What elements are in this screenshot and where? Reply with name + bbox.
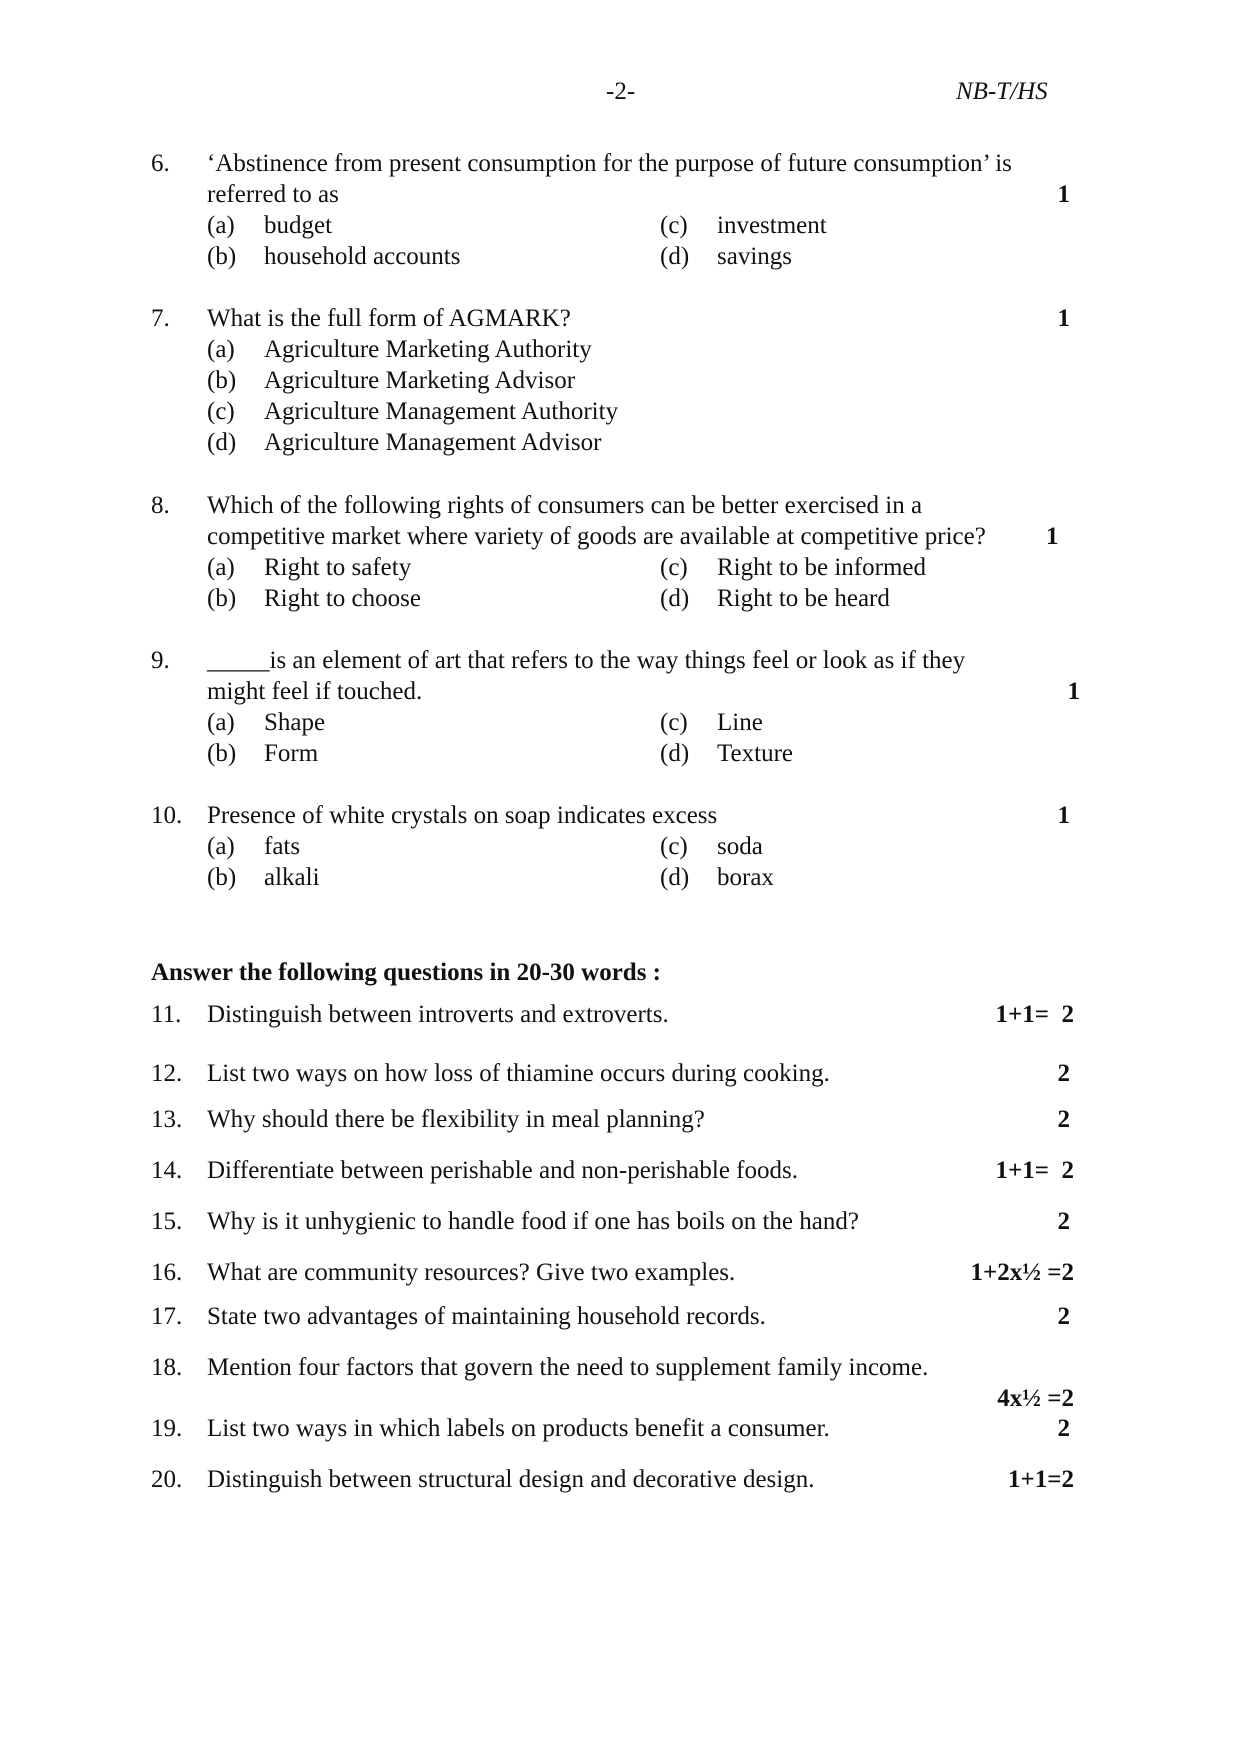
question-marks: 2 xyxy=(1057,1303,1070,1330)
section-heading: Answer the following questions in 20-30 words : xyxy=(151,959,661,986)
option-text: Agriculture Management Advisor xyxy=(264,429,602,456)
option-text: savings xyxy=(717,243,792,270)
option-text: Shape xyxy=(264,709,326,736)
option-text: fats xyxy=(264,833,301,860)
question-number: 14. xyxy=(151,1157,183,1184)
option-text: household accounts xyxy=(264,243,461,270)
question-marks: 2 xyxy=(1057,1415,1070,1442)
option-text: Agriculture Marketing Authority xyxy=(264,336,592,363)
question-text: State two advantages of maintaining household records. xyxy=(207,1303,766,1330)
question-text-line: might feel if touched. xyxy=(207,678,423,705)
option-label: (a) xyxy=(207,833,235,860)
option-label: (d) xyxy=(660,243,690,270)
question-number: 10. xyxy=(151,802,183,829)
option-text: Line xyxy=(717,709,763,736)
option-label: (c) xyxy=(207,398,235,425)
option-label: (a) xyxy=(207,336,235,363)
question-text: Distinguish between structural design and decorative design. xyxy=(207,1466,815,1493)
question-number: 7. xyxy=(151,305,170,332)
question-text-line: Presence of white crystals on soap indicates excess xyxy=(207,802,718,829)
option-label: (d) xyxy=(207,429,237,456)
question-number: 12. xyxy=(151,1060,183,1087)
question-marks: 1 xyxy=(1057,305,1070,332)
option-label: (b) xyxy=(207,367,237,394)
question-text-line: referred to as xyxy=(207,181,339,208)
option-text: Agriculture Management Authority xyxy=(264,398,619,425)
option-label: (c) xyxy=(660,709,688,736)
question-text-line: Which of the following rights of consumers can be better exercised in a xyxy=(207,492,923,519)
option-text: alkali xyxy=(264,864,320,891)
question-text: Why is it unhygienic to handle food if one has boils on the hand? xyxy=(207,1208,859,1235)
question-marks: 1 xyxy=(1057,181,1070,208)
question-marks: 1 xyxy=(1067,678,1080,705)
question-marks: 2 xyxy=(1057,1060,1070,1087)
option-label: (b) xyxy=(207,243,237,270)
question-text-line: _____is an element of art that refers to the way things feel or look as if they xyxy=(207,647,966,674)
question-marks: 4x½ =2 xyxy=(997,1385,1074,1412)
option-label: (a) xyxy=(207,709,235,736)
option-label: (d) xyxy=(660,740,690,767)
option-label: (a) xyxy=(207,212,235,239)
option-label: (c) xyxy=(660,833,688,860)
question-number: 19. xyxy=(151,1415,183,1442)
option-text: investment xyxy=(717,212,827,239)
question-text: Why should there be flexibility in meal planning? xyxy=(207,1106,705,1133)
option-label: (d) xyxy=(660,864,690,891)
question-number: 15. xyxy=(151,1208,183,1235)
question-number: 6. xyxy=(151,150,170,177)
question-marks: 2 xyxy=(1057,1106,1070,1133)
question-number: 13. xyxy=(151,1106,183,1133)
question-number: 8. xyxy=(151,492,170,519)
option-label: (b) xyxy=(207,864,237,891)
option-text: Right to safety xyxy=(264,554,412,581)
option-text: Right to be heard xyxy=(717,585,890,612)
option-text: budget xyxy=(264,212,333,239)
question-text: Differentiate between perishable and non-perishable foods. xyxy=(207,1157,798,1184)
question-marks: 1+1= 2 xyxy=(995,1001,1074,1028)
option-label: (b) xyxy=(207,740,237,767)
question-text-line: competitive market where variety of goods are available at competitive price? xyxy=(207,523,986,550)
option-label: (c) xyxy=(660,212,688,239)
option-text: borax xyxy=(717,864,774,891)
option-text: Form xyxy=(264,740,319,767)
question-number: 18. xyxy=(151,1354,183,1381)
option-label: (d) xyxy=(660,585,690,612)
question-number: 16. xyxy=(151,1259,183,1286)
question-text-line: ‘Abstinence from present consumption for the purpose of future consumption’ is xyxy=(207,150,1012,177)
page-number: -2- xyxy=(606,78,636,105)
question-marks: 1 xyxy=(1057,802,1070,829)
question-text: Distinguish between introverts and extroverts. xyxy=(207,1001,669,1028)
question-number: 20. xyxy=(151,1466,183,1493)
option-text: Right to choose xyxy=(264,585,421,612)
option-text: Texture xyxy=(717,740,793,767)
question-text: List two ways in which labels on products benefit a consumer. xyxy=(207,1415,830,1442)
option-text: Agriculture Marketing Advisor xyxy=(264,367,576,394)
question-marks: 1+1= 2 xyxy=(995,1157,1074,1184)
question-text: Mention four factors that govern the need to supplement family income. xyxy=(207,1354,929,1381)
option-text: soda xyxy=(717,833,763,860)
option-label: (a) xyxy=(207,554,235,581)
question-marks: 2 xyxy=(1057,1208,1070,1235)
question-text: List two ways on how loss of thiamine occurs during cooking. xyxy=(207,1060,830,1087)
question-text-line: What is the full form of AGMARK? xyxy=(207,305,571,332)
question-marks: 1 xyxy=(1046,523,1059,550)
paper-code: NB-T/HS xyxy=(956,78,1048,105)
question-marks: 1+1=2 xyxy=(1008,1466,1074,1493)
question-number: 17. xyxy=(151,1303,183,1330)
option-text: Right to be informed xyxy=(717,554,926,581)
option-label: (c) xyxy=(660,554,688,581)
question-text: What are community resources? Give two examples. xyxy=(207,1259,736,1286)
question-number: 9. xyxy=(151,647,170,674)
question-marks: 1+2x½ =2 xyxy=(970,1259,1074,1286)
question-number: 11. xyxy=(151,1001,182,1028)
option-label: (b) xyxy=(207,585,237,612)
